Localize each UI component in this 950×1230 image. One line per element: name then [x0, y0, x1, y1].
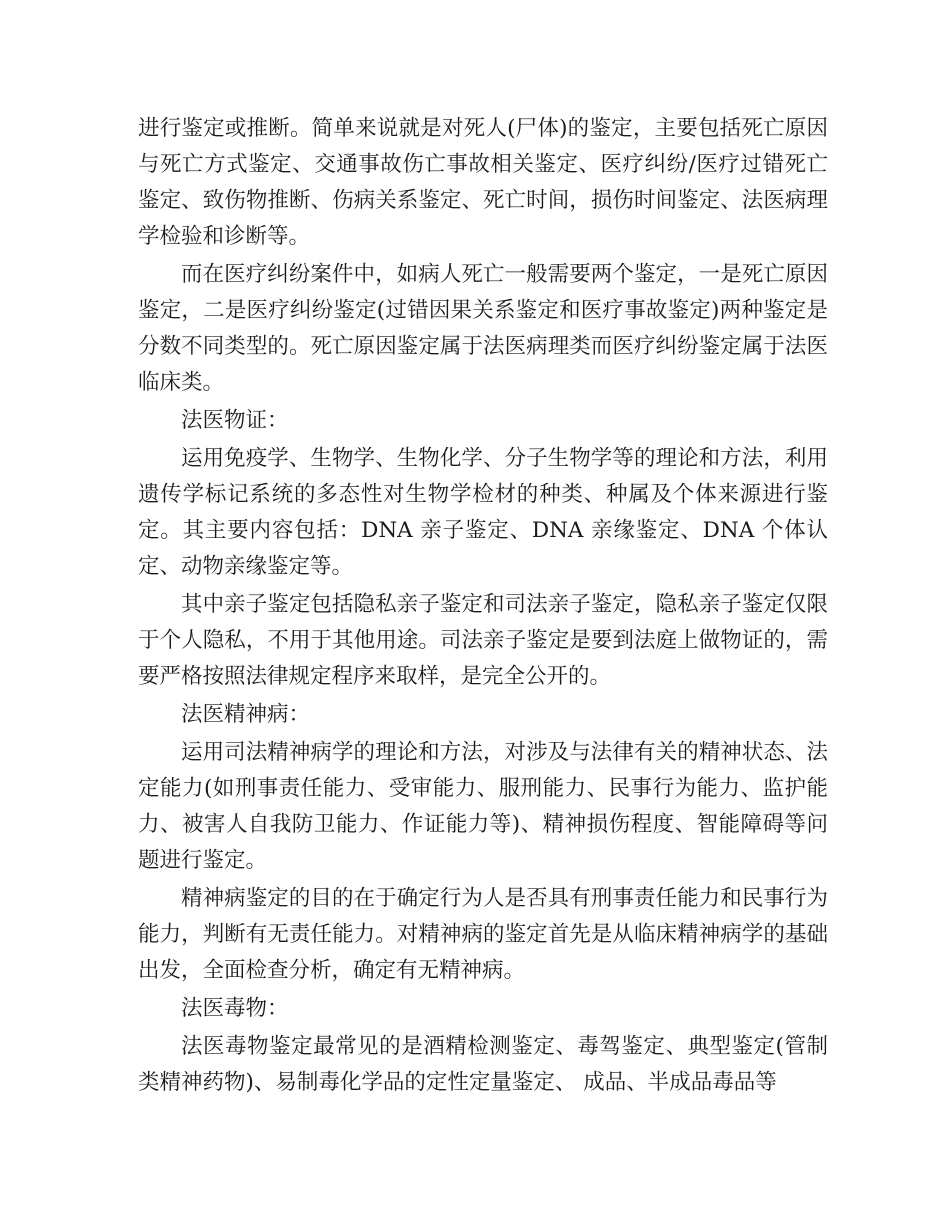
section-heading-forensic-psychiatry: 法医精神病：	[181, 702, 311, 727]
paragraph: 其中亲子鉴定包括隐私亲子鉴定和司法亲子鉴定，隐私亲子鉴定仅限于个人隐私，不用于其他用途。司法亲子鉴定是要到法庭上做物证的，需要严格按照法律规定程序来取样，是完全公开的。	[138, 592, 828, 689]
paragraph: 运用免疫学、生物学、生物化学、分子生物学等的理论和方法，利用遗传学标记系统的多态性对生物学检材的种类、种属及个体来源进行鉴定。其主要内容包括：DNA 亲子鉴定、DNA 亲缘鉴定、DNA 个体认定、动物亲缘鉴定等。	[138, 446, 828, 579]
document-body	[138, 111, 828, 1103]
section-heading-forensic-evidence: 法医物证：	[181, 408, 289, 433]
paragraph: 精神病鉴定的目的在于确定行为人是否具有刑事责任能力和民事行为能力，判断有无责任能力。对精神病的鉴定首先是从临床精神病学的基础出发，全面检查分析，确定有无精神病。	[138, 886, 828, 983]
paragraph: 法医毒物鉴定最常见的是酒精检测鉴定、毒驾鉴定、典型鉴定(管制类精神药物)、易制毒化学品的定性定量鉴定、 成品、半成品毒品等	[138, 1034, 828, 1095]
paragraph: 而在医疗纠纷案件中，如病人死亡一般需要两个鉴定，一是死亡原因鉴定，二是医疗纠纷鉴定(过错因果关系鉴定和医疗事故鉴定)两种鉴定是分数不同类型的。死亡原因鉴定属于法医病理类而医疗纠纷鉴定属于法医临床类。	[138, 262, 828, 395]
paragraph: 运用司法精神病学的理论和方法，对涉及与法律有关的精神状态、法定能力(如刑事责任能力、受审能力、服刑能力、民事行为能力、监护能力、被害人自我防卫能力、作证能力等)、精神损伤程度、智能障碍等问题进行鉴定。	[138, 740, 828, 873]
section-heading-forensic-toxicology: 法医毒物：	[181, 996, 289, 1021]
paragraph: 进行鉴定或推断。简单来说就是对死人(尸体)的鉴定，主要包括死亡原因与死亡方式鉴定、交通事故伤亡事故相关鉴定、医疗纠纷/医疗过错死亡鉴定、致伤物推断、伤病关系鉴定、死亡时间，损伤时间鉴定、法医病理学检验和诊断等。	[138, 116, 828, 249]
